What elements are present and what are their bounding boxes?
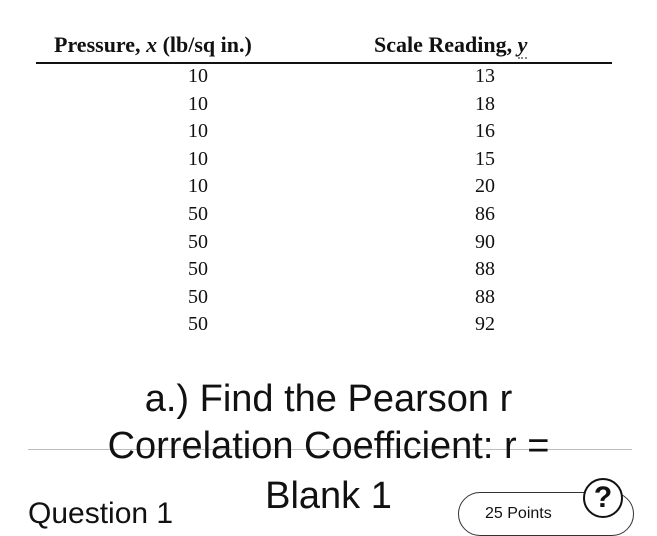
cell-scale-reading: 15 <box>475 147 495 170</box>
table-row <box>36 202 612 230</box>
cell-pressure: 10 <box>188 65 208 87</box>
question-label: Question 1 <box>28 497 174 530</box>
question-text-line-1: a.) Find the Pearson r <box>144 378 513 420</box>
table-row <box>36 119 612 147</box>
cell-pressure: 50 <box>188 202 208 225</box>
column-header-scale-reading: Scale Reading, y <box>374 32 528 57</box>
cell-scale-reading: 20 <box>475 175 495 198</box>
table-row <box>36 285 612 313</box>
table-row <box>36 230 612 258</box>
table-body <box>36 64 612 340</box>
question-text-line-2: Correlation Coefficient: r = <box>107 425 550 467</box>
column-header-pressure: Pressure, x (lb/sq in.) <box>54 32 252 57</box>
table-header <box>36 28 612 64</box>
cell-pressure: 10 <box>188 92 208 115</box>
data-table <box>36 28 612 340</box>
cell-scale-reading: 92 <box>475 313 495 336</box>
cell-scale-reading: 18 <box>475 92 495 115</box>
cell-scale-reading: 90 <box>475 230 495 253</box>
table-row <box>36 312 612 340</box>
cell-scale-reading: 16 <box>475 120 495 143</box>
table-row <box>36 147 612 175</box>
variable-y: y <box>517 32 528 57</box>
cell-scale-reading: 88 <box>475 258 495 281</box>
cell-pressure: 50 <box>188 313 208 336</box>
blank-1-field[interactable]: Blank 1 <box>265 475 392 517</box>
cell-pressure: 50 <box>188 285 208 308</box>
points-badge: 25 Points <box>458 492 634 536</box>
table-row <box>36 257 612 285</box>
table-row <box>36 174 612 202</box>
cell-pressure: 10 <box>188 147 208 170</box>
table-row <box>36 92 612 120</box>
cell-scale-reading: 13 <box>475 65 495 87</box>
cell-scale-reading: 86 <box>475 202 495 225</box>
cell-pressure: 10 <box>188 120 208 143</box>
variable-x: x <box>146 32 158 57</box>
cell-scale-reading: 88 <box>475 285 495 308</box>
cell-pressure: 50 <box>188 258 208 281</box>
help-icon[interactable]: ? <box>583 478 623 518</box>
table-row <box>36 64 612 92</box>
cell-pressure: 50 <box>188 230 208 253</box>
cell-pressure: 10 <box>188 175 208 198</box>
